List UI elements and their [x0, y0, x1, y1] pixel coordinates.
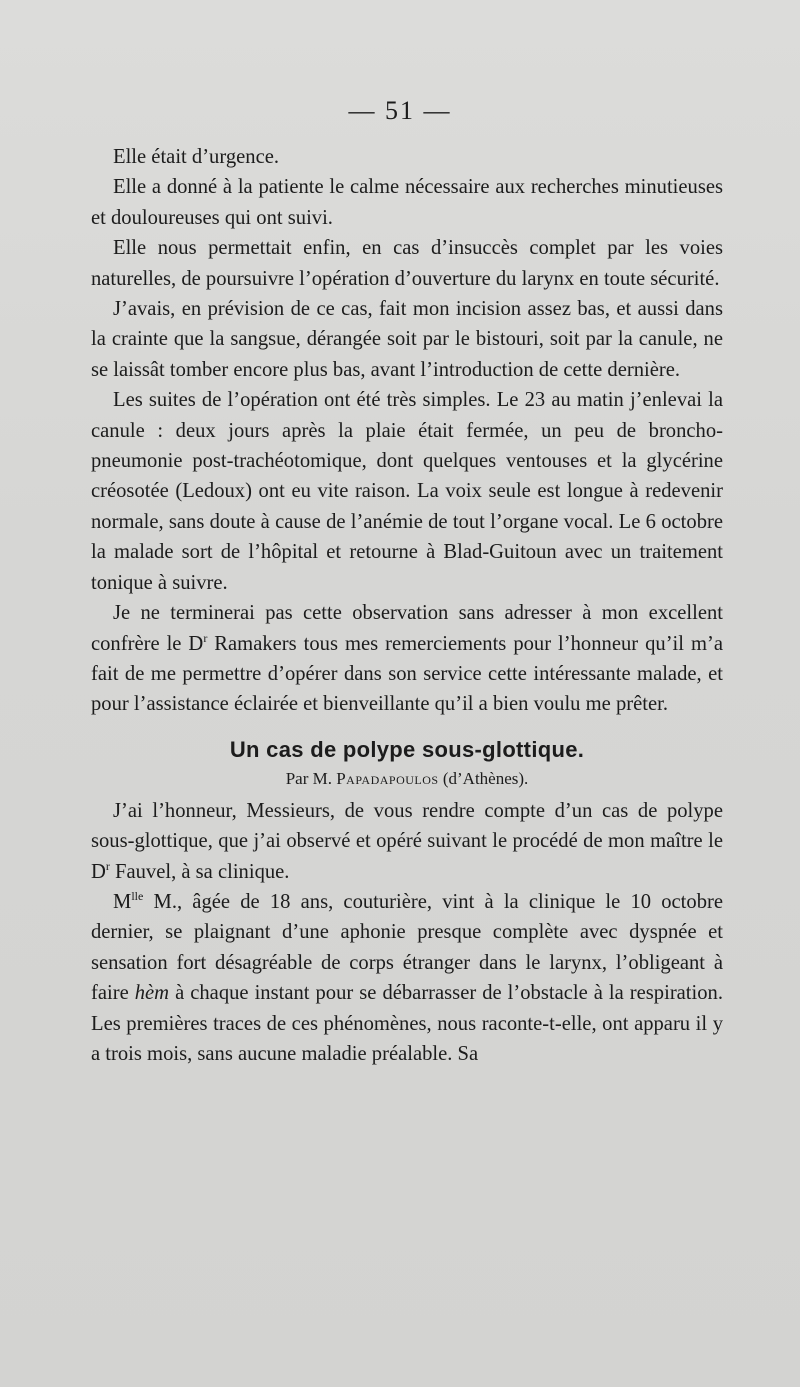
- paragraph-suites: Les suites de l’opération ont été très simples. Le 23 au matin j’enlevai la canule : deux jours après la plaie était fermée, un peu de broncho-pneumonie post-trachéotomique, dont quelques ventouses et la glycérine créosotée (Ledoux) ont eu vite raison. La voix seule est longue à redevenir normale, sans doute à cause de l’anémie de tout l’organe vocal. Le 6 octobre la malade sort de l’hôpital et retourne à Blad-Guitoun avec un traitement tonique à suivre.: [91, 389, 723, 594]
- page-number: — 51 —: [348, 96, 452, 125]
- doctor-superscript: r: [203, 630, 208, 645]
- paragraph-urgence: Elle était d’urgence.: [113, 146, 280, 168]
- paragraph-patiente: [91, 887, 723, 1069]
- patiente-text-c: à chaque instant pour se débarrasser de l’obstacle à la respiration. Les premières traces de ces phénomènes, nous raconte-t-elle, ont apparu il y a trois mois, sans aucune maladie préalable. Sa: [91, 982, 723, 1065]
- paragraph-incision: J’avais, en prévision de ce cas, fait mon incision assez bas, et aussi dans la crainte que la sangsue, dérangée soit par le bistouri, soit par la canule, ne se laissât tomber encore plus bas, avant l’introduction de cette dernière.: [91, 298, 723, 381]
- paragraph-insucces: Elle nous permettait enfin, en cas d’insuccès complet par les voies naturelles, de poursuivre l’opération d’ouverture du larynx en toute sécurité.: [91, 237, 723, 290]
- article-title: Un cas de polype sous-glottique.: [229, 736, 585, 762]
- patiente-italic-hem: hèm: [134, 982, 170, 1005]
- remerciements-text-a: Je ne terminerai pas cette observation sans adresser à mon excellent confrère le D: [91, 602, 723, 655]
- patiente-text-b: M., âgée de 18 ans, couturière, vint à la clinique le 10 octobre dernier, se plaignant d’une aphonie presque complète avec dyspnée et sensation fort désagréable de corps étranger dans le larynx, l’obligeant à faire: [91, 890, 723, 1005]
- paragraph-calme: Elle a donné à la patiente le calme nécessaire aux recherches minutieuses et douloureuses qui ont suivi.: [91, 176, 723, 229]
- byline-author: Papadapoulos: [336, 768, 439, 788]
- byline-prefix: Par M.: [285, 768, 337, 788]
- remerciements-text-b: Ramakers tous mes remerciements pour l’honneur qu’il m’a fait de me permettre d’opérer dans son service cette intéressante malade, et pour l’assistance éclairée et bienveillante qu’il a bien voulu me prêter.: [91, 632, 724, 716]
- article-byline: [91, 766, 723, 792]
- text-column: [91, 142, 723, 1069]
- patiente-text-a: M: [113, 890, 132, 913]
- doctor-superscript-fauvel: r: [105, 858, 110, 873]
- paragraph-remerciements: [91, 598, 723, 720]
- honneur-text-b: Fauvel, à sa clinique.: [109, 860, 290, 883]
- mademoiselle-superscript: lle: [131, 889, 144, 904]
- honneur-text-a: J’ai l’honneur, Messieurs, de vous rendre compte d’un cas de polype sous-glottique, que j’ai observé et opéré suivant le procédé de mon maître le D: [91, 799, 723, 883]
- byline-suffix: (d’Athènes).: [438, 768, 529, 788]
- paragraph-honneur: [91, 796, 723, 887]
